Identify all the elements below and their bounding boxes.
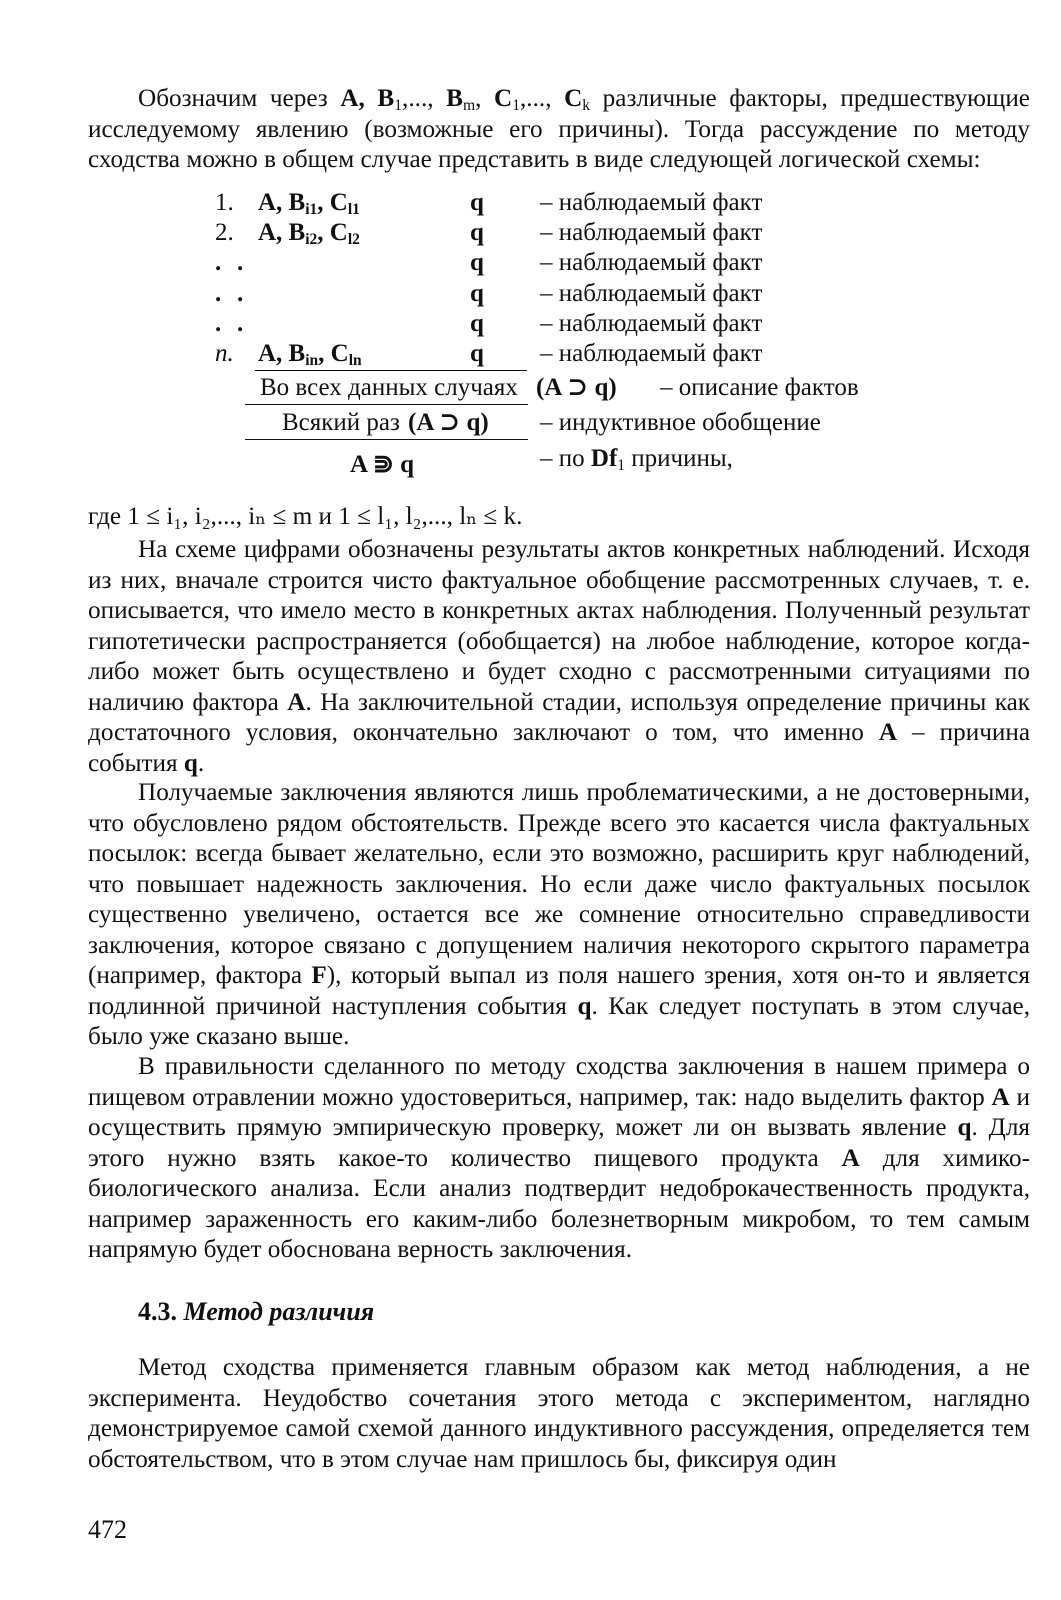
divider bbox=[245, 439, 528, 440]
body-paragraph: На схеме цифрами обозначены результаты актов конкретных наблюдений. Исходя из них, вначале строится чисто фактуальное обобщение рассмотренных случаев, т. е. описывается, что имело место в конкретных актах наблюдения. Полученный результат гипотетически распространяется (обобщается) на любое наблюдение, которое когда-либо может быть осуществлено и будет сходно с рассмотренными ситуациями по наличию фактора A. На заключительной стадии, используя определение причины как достаточного условия, окончательно заключают о том, что именно A – причина события q. bbox=[88, 536, 1031, 777]
premise: A, $B_{in}$, $C_{ln}$ bbox=[258, 340, 362, 369]
body-paragraph: Получаемые заключения являются лишь проблематическими, а не достоверными, что обусловлено рядом обстоятельств. Прежде всего это касается числа фактуальных посылок: всегда бывает желательно, если это возможно, расширить круг наблюдений, что повышает надежность заключения. Но если даже число фактуальных посылок существенно увеличено, остается все же сомнение относительно справедливости заключения, которое связано с допущением наличия некоторого скрытого параметра (например, фактора F), который выпал из поля нашего зрения, хотя он-то и является подлинной причиной наступления события q. Как следует поступать в этом случае, было уже сказано выше. bbox=[88, 779, 1030, 1050]
divider bbox=[255, 370, 527, 371]
intro-paragraph: Обозначим через A, $B_1$,..., $B_m$, $C_1$,..., $C_k$ различные факторы, предшествующие исследуемому явлению (возможные его причины). Тогда рассуждение по методу сходства можно в общем случае представить в виде следующей логической схемы: bbox=[88, 85, 1030, 173]
section-heading: 4.3. Метод различия bbox=[138, 1297, 375, 1326]
where-line: где 1 ≤ i₁, i₂,..., iₙ ≤ m и 1 ≤ l₁, l₂,..., lₙ ≤ k. bbox=[88, 503, 523, 530]
body-paragraph: В правильности сделанного по методу сходства заключения в нашем примера о пищевом отравлении можно удостовериться, например, так: надо выделить фактор A и осуществить прямую эмпирическую проверку, может ли он вызвать явление q. Для этого нужно взять какое-то количество пищевого продукта A для химико-биологического анализа. Если анализ подтвердит недоброкачественность продукта, например зараженность его каким-либо болезнетворным микробом, то тем самым напрямую будет обоснована верность заключения. bbox=[88, 1053, 1030, 1263]
body-paragraph: Метод сходства применяется главным образом как метод наблюдения, а не эксперимента. Неудобство сочетания этого метода с экспериментом, наглядно демонстрируемое самой схемой данного индуктивного рассуждения, определяется тем обстоятельством, что в этом случае нам пришлось бы, фиксируя один bbox=[88, 1354, 1030, 1473]
page: Обозначим через A, $B_1$,..., $B_m$, $C_1$,..., $C_k$ различные факторы, предшествующие исследуемому явлению (возможные его причины). Тогда рассуждение по методу сходства можно в общем случае представить в виде следующей логической схемы: 1. A, $B_{i1}$, $C_{l1}$ q – наблюдаемый факт 2. A, $B_{i2}$, $C_{l2}$ q – наблюдаемый факт . . q – наблюдаемый факт . . q – наблюдаемый факт . . q – наблюдаемый факт n. A, $B_{in}$, $C_{ln}$ q – наблюдаемый факт Во всех данных случаях (A ⊃ q) – описание фактов Всякий раз (A ⊃ q) – индуктивное обобщение A ⋑ q – по $Df_1$ причины, где 1 ≤ i₁, i₂,..., iₙ ≤ m и 1 ≤ l₁, l₂,..., lₙ ≤ k. На схеме цифрами обозначены результаты актов конкретных наблюдений. Исходя из них, вначале строится чисто фактуальное обобщение рассмотренных случаев, т. е. описывается, что имело место в конкретных актах наблюдения. Полученный результат гипотетически распространяется (обобщается) на любое наблюдение, которое когда-либо может быть осуществлено и будет сходно с рассмотренными ситуациями по наличию фактора A. На заключительной стадии, используя определение причины как достаточного условия, окончательно заключают о том, что именно A – причина события q. Получаемые заключения являются лишь проблематическими, а не достоверными, что обусловлено рядом обстоятельств. Прежде всего это касается числа фактуальных посылок: всегда бывает желательно, если это возможно, расширить круг наблюдений, что повышает надежность заключения. Но если даже число фактуальных посылок существенно увеличено, остается все же сомнение относительно справедливости заключения, которое связано с допущением наличия некоторого скрытого параметра (например, фактора F), который выпал из поля нашего зрения, хотя он-то и является подлинной причиной наступления события q. Как следует поступать в этом случае, было уже сказано выше. В правильности сделанного по методу сходства заключения в нашем примера о пищевом отравлении можно удостовериться, например, так: надо выделить фактор A и осуществить прямую эмпирическую проверку, может ли он вызвать явление q. Для этого нужно взять какое-то количество пищевого продукта A для химико-биологического анализа. Если анализ подтвердит недоброкачественность продукта, например зараженность его каким-либо болезнетворным микробом, то тем самым напрямую будет обоснована верность заключения. 4.3. Метод различия Метод сходства применяется главным образом как метод наблюдения, а не эксперимента. Неудобство сочетания этого метода с экспериментом, наглядно демонстрируемое самой схемой данного индуктивного рассуждения, определяется тем обстоятельством, что в этом случае нам пришлось бы, фиксируя один 472 bbox=[88, 85, 1031, 1544]
divider bbox=[245, 404, 528, 405]
page-number: 472 bbox=[88, 1515, 127, 1544]
premise: A, $B_{i2}$, $C_{l2}$ bbox=[258, 219, 360, 248]
premise: A, $B_{i1}$, $C_{l1}$ bbox=[258, 189, 360, 218]
